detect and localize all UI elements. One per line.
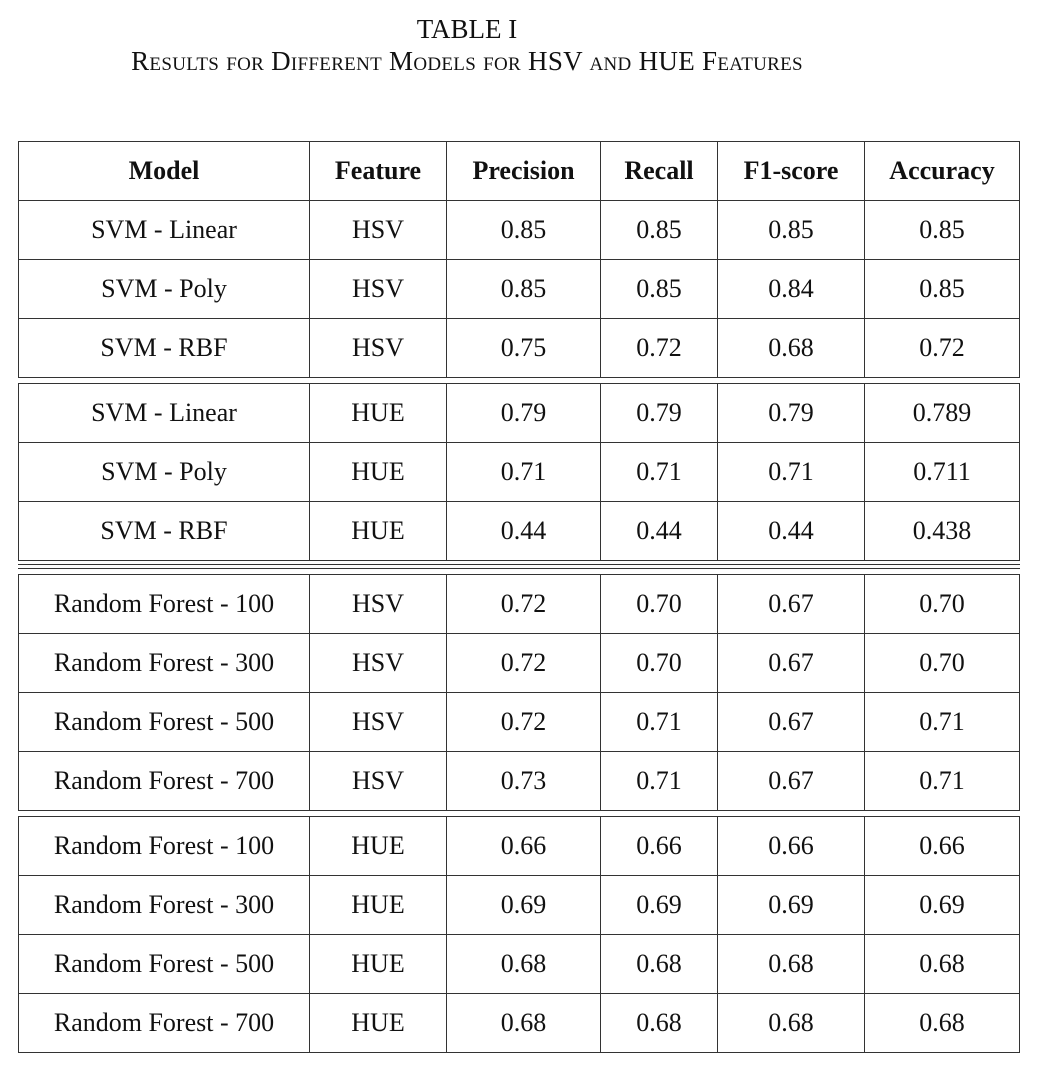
table-row [19,817,1019,875]
cell-f1-score: 0.67 [717,693,864,751]
cell-feature: HSV [309,752,446,810]
header-recall: Recall [600,142,717,200]
cell-recall: 0.70 [600,575,717,633]
cell-feature: HUE [309,384,446,442]
cell-accuracy: 0.72 [864,319,1019,377]
header-model: Model [128,156,200,185]
cell-precision: 0.71 [446,443,600,501]
cell-model: SVM - Poly [101,457,227,486]
table-row [19,384,1019,442]
cell-accuracy: 0.69 [864,876,1019,934]
table-row [19,993,1019,1052]
cell-model: SVM - RBF [100,333,228,362]
cell-recall: 0.71 [600,693,717,751]
cell-f1-score: 0.66 [717,817,864,875]
table-number: TABLE I [416,14,518,44]
cell-feature: HUE [309,994,446,1052]
cell-precision: 0.68 [446,994,600,1052]
header-f1-score: F1-score [717,142,864,200]
cell-accuracy: 0.85 [864,260,1019,318]
cell-f1-score: 0.69 [717,876,864,934]
table-block-rf-hsv [18,574,1020,811]
table-row [19,875,1019,934]
cell-recall: 0.71 [600,443,717,501]
cell-model: Random Forest - 500 [53,707,275,736]
cell-recall: 0.85 [600,201,717,259]
cell-feature: HSV [309,634,446,692]
cell-accuracy: 0.70 [864,634,1019,692]
cell-accuracy: 0.711 [864,443,1019,501]
cell-f1-score: 0.67 [717,634,864,692]
cell-accuracy: 0.71 [864,752,1019,810]
cell-accuracy: 0.66 [864,817,1019,875]
table-row [19,200,1019,259]
cell-recall: 0.68 [600,994,717,1052]
cell-precision: 0.68 [446,935,600,993]
cell-recall: 0.72 [600,319,717,377]
header-feature: Feature [309,142,446,200]
cell-f1-score: 0.44 [717,502,864,560]
cell-f1-score: 0.85 [717,201,864,259]
cell-f1-score: 0.71 [717,443,864,501]
cell-precision: 0.72 [446,634,600,692]
cell-f1-score: 0.84 [717,260,864,318]
results-table [18,141,1020,1053]
cell-model: Random Forest - 700 [53,1008,275,1037]
cell-recall: 0.66 [600,817,717,875]
table-row [19,259,1019,318]
cell-model: Random Forest - 100 [53,831,275,860]
double-rule-separator [18,561,1020,574]
cell-feature: HUE [309,935,446,993]
table-row [19,633,1019,692]
cell-feature: HUE [309,443,446,501]
table-row [19,501,1019,560]
cell-model: SVM - Poly [101,274,227,303]
table-row [19,692,1019,751]
cell-model: Random Forest - 500 [53,949,275,978]
cell-recall: 0.71 [600,752,717,810]
cell-f1-score: 0.68 [717,319,864,377]
cell-precision: 0.85 [446,201,600,259]
cell-precision: 0.75 [446,319,600,377]
cell-f1-score: 0.67 [717,575,864,633]
cell-recall: 0.68 [600,935,717,993]
cell-feature: HUE [309,876,446,934]
cell-model: Random Forest - 700 [53,766,275,795]
cell-accuracy: 0.789 [864,384,1019,442]
header-accuracy: Accuracy [864,142,1019,200]
cell-precision: 0.44 [446,502,600,560]
cell-recall: 0.79 [600,384,717,442]
cell-model: Random Forest - 300 [53,648,275,677]
cell-model: SVM - Linear [91,398,237,427]
table-block-rf-hue [18,816,1020,1053]
cell-f1-score: 0.67 [717,752,864,810]
cell-feature: HSV [309,575,446,633]
header-precision: Precision [446,142,600,200]
table-row [19,318,1019,377]
cell-model: SVM - RBF [100,516,228,545]
table-block-svm-hue [18,383,1020,561]
table-row [19,575,1019,633]
cell-precision: 0.72 [446,575,600,633]
cell-recall: 0.44 [600,502,717,560]
cell-precision: 0.85 [446,260,600,318]
cell-accuracy: 0.68 [864,994,1019,1052]
table-header-row [19,142,1019,200]
cell-accuracy: 0.438 [864,502,1019,560]
cell-feature: HUE [309,817,446,875]
cell-model: SVM - Linear [91,215,237,244]
table-block-svm-hsv [18,141,1020,378]
cell-accuracy: 0.85 [864,201,1019,259]
cell-accuracy: 0.71 [864,693,1019,751]
cell-precision: 0.66 [446,817,600,875]
cell-precision: 0.69 [446,876,600,934]
cell-f1-score: 0.68 [717,935,864,993]
table-row [19,934,1019,993]
cell-recall: 0.70 [600,634,717,692]
cell-precision: 0.72 [446,693,600,751]
cell-precision: 0.73 [446,752,600,810]
cell-feature: HUE [309,502,446,560]
table-row [19,751,1019,810]
cell-f1-score: 0.68 [717,994,864,1052]
cell-feature: HSV [309,260,446,318]
cell-recall: 0.69 [600,876,717,934]
cell-recall: 0.85 [600,260,717,318]
table-title: Results for Different Models for HSV and HUE Features [131,46,803,76]
table-row [19,442,1019,501]
cell-model: Random Forest - 100 [53,589,275,618]
cell-feature: HSV [309,319,446,377]
cell-f1-score: 0.79 [717,384,864,442]
cell-model: Random Forest - 300 [53,890,275,919]
cell-accuracy: 0.68 [864,935,1019,993]
cell-accuracy: 0.70 [864,575,1019,633]
cell-feature: HSV [309,693,446,751]
cell-precision: 0.79 [446,384,600,442]
cell-feature: HSV [309,201,446,259]
